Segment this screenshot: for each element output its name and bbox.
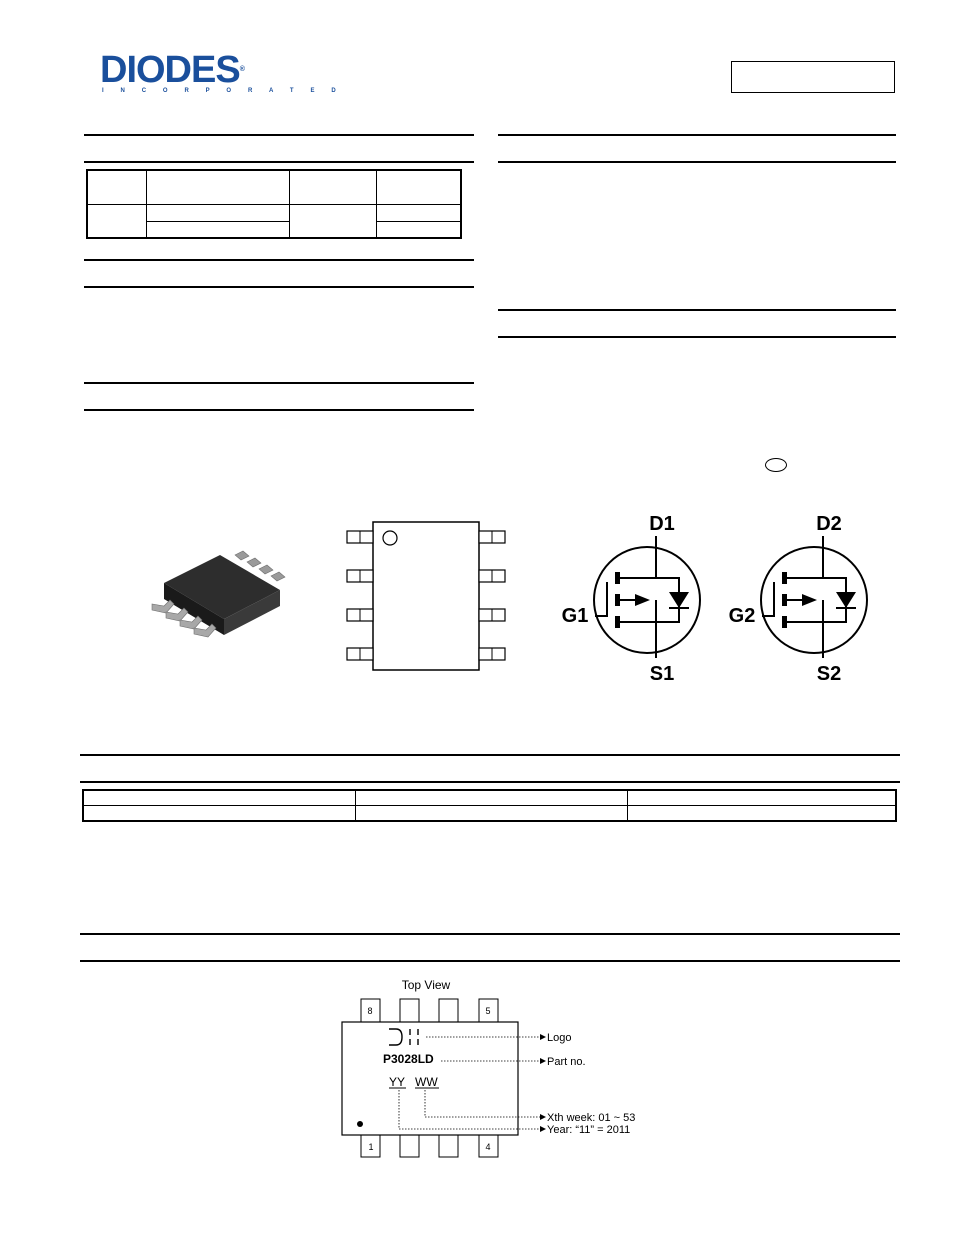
lead-free-oval-icon — [765, 458, 787, 472]
section-rule — [84, 382, 474, 384]
top-view-label: Top View — [401, 978, 451, 992]
section-rule — [80, 960, 900, 962]
ordering-info-table — [82, 789, 897, 822]
source-2-label: S2 — [816, 663, 842, 685]
table-cell — [87, 170, 147, 204]
table-cell — [83, 790, 356, 806]
table-cell — [377, 221, 462, 238]
section-rule — [84, 286, 474, 288]
product-summary-table — [86, 169, 462, 239]
source-1-label: S1 — [649, 663, 675, 685]
pin-8-label: 8 — [367, 1006, 373, 1016]
table-cell — [356, 790, 628, 806]
part-no-callout: Part no. — [547, 1056, 586, 1068]
table-cell — [628, 806, 897, 822]
table-cell — [290, 204, 377, 238]
table-cell — [147, 204, 290, 221]
registered-mark: ® — [239, 66, 244, 73]
company-logo-subtitle: I N C O R P O R A T E D — [102, 88, 344, 94]
gate-1-label: G1 — [561, 605, 589, 627]
company-logo-text: DIODES — [100, 49, 240, 91]
table-cell — [356, 806, 628, 822]
table-cell — [83, 806, 356, 822]
week-code: WW — [415, 1075, 438, 1089]
week-callout: Xth week: 01 ~ 53 — [547, 1112, 636, 1124]
year-callout: Year: “11” = 2011 — [547, 1124, 631, 1136]
section-rule — [498, 134, 896, 136]
section-rule — [84, 161, 474, 163]
section-rule — [84, 259, 474, 261]
mosfet-symbol-2 — [722, 508, 882, 690]
section-rule — [498, 309, 896, 311]
section-rule — [498, 336, 896, 338]
table-cell — [377, 170, 462, 204]
drain-2-label: D2 — [816, 513, 842, 535]
marking-diagram — [330, 975, 660, 1160]
table-cell — [147, 221, 290, 238]
gate-2-label: G2 — [728, 605, 756, 627]
section-rule — [84, 409, 474, 411]
section-rule — [80, 781, 900, 783]
logo-callout: Logo — [547, 1032, 572, 1044]
year-code: YY — [389, 1075, 406, 1089]
part-number-marking: P3028LD — [383, 1052, 434, 1066]
pin-5-label: 5 — [485, 1006, 491, 1016]
package-illustration — [140, 545, 300, 645]
pinout-diagram — [340, 515, 515, 680]
drain-1-label: D1 — [649, 513, 675, 535]
pin-1-label: 1 — [368, 1142, 374, 1152]
mosfet-symbol-1 — [555, 508, 715, 690]
section-rule — [80, 933, 900, 935]
pin-4-label: 4 — [485, 1142, 491, 1152]
part-number-box — [731, 61, 895, 93]
table-cell — [628, 790, 897, 806]
table-cell — [377, 204, 462, 221]
section-rule — [498, 161, 896, 163]
section-rule — [84, 134, 474, 136]
company-logo — [100, 50, 244, 90]
table-cell — [290, 170, 377, 204]
table-cell — [147, 170, 290, 204]
section-rule — [80, 754, 900, 756]
table-cell — [87, 204, 147, 238]
